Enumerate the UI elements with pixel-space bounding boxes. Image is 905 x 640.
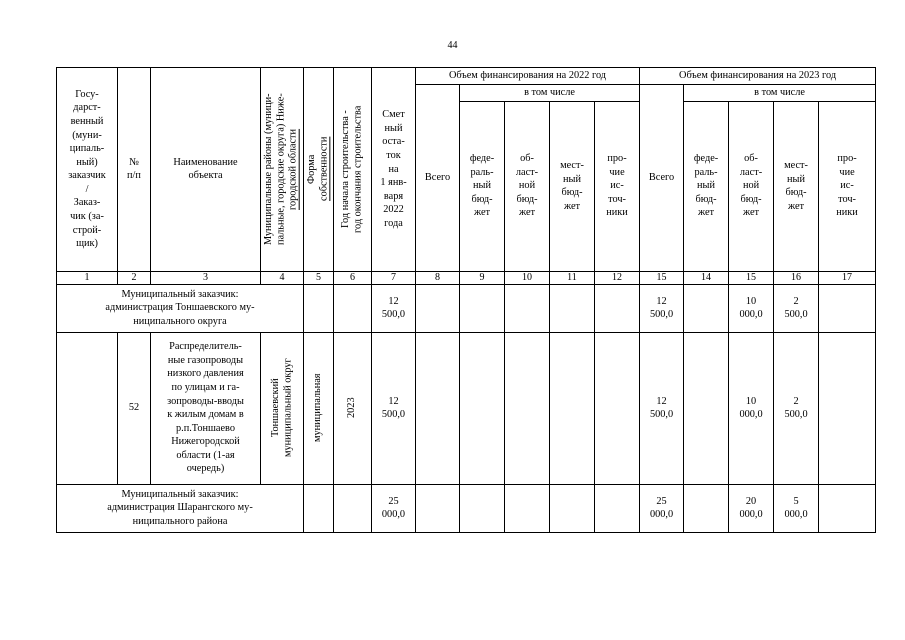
col-number: 12: [595, 271, 640, 284]
table-cell: [304, 484, 334, 532]
col-number: 1: [57, 271, 118, 284]
header-funding-2023: Объем финансирования на 2023 год: [640, 68, 876, 85]
table-cell: [819, 484, 876, 532]
table-row-group: [57, 484, 876, 532]
estimate-cell: 12 500,0: [372, 332, 416, 484]
col-number: 10: [505, 271, 550, 284]
header-ownership: Форма собственности: [304, 68, 334, 272]
col-number: 15: [729, 271, 774, 284]
table-cell: [505, 484, 550, 532]
table-cell: [505, 332, 550, 484]
header-2023-federal: феде- раль- ный бюд- жет: [684, 101, 729, 271]
table-cell: [684, 484, 729, 532]
item-number: 52: [118, 332, 151, 484]
item-object-name: Распределитель- ные газопроводы низкого давления по улицам и га- зопроводы-вводы к жилым домам в р.п.Тоншаево Нижегородской области (1-ая очередь): [151, 332, 261, 484]
table-row-group: [57, 284, 876, 332]
funding-2023-regional-cell: 20 000,0: [729, 484, 774, 532]
estimate-cell: 12 500,0: [372, 284, 416, 332]
item-district: Тоншаевский муниципальный округ: [261, 332, 304, 484]
header-2023-local: мест- ный бюд- жет: [774, 101, 819, 271]
header-2023-total: Всего: [640, 85, 684, 272]
table-cell: [595, 284, 640, 332]
table-cell: [460, 484, 505, 532]
financing-table: [56, 67, 876, 533]
header-2022-local: мест- ный бюд- жет: [550, 101, 595, 271]
col-number: 2: [118, 271, 151, 284]
table-cell: [416, 284, 460, 332]
table-cell: [819, 332, 876, 484]
col-number: 17: [819, 271, 876, 284]
table-cell: [416, 332, 460, 484]
col-number: 9: [460, 271, 505, 284]
header-2023-including: в том числе: [684, 85, 876, 102]
group-customer-label: Муниципальный заказчик: администрация Шарангского му- ниципального района: [57, 484, 304, 532]
table-cell: [334, 484, 372, 532]
table-row-item: [57, 332, 876, 484]
table-cell: [550, 284, 595, 332]
funding-2023-regional-cell: 10 000,0: [729, 284, 774, 332]
col-number: 3: [151, 271, 261, 284]
col-number: 8: [416, 271, 460, 284]
col-number: 16: [774, 271, 819, 284]
table-cell: [334, 284, 372, 332]
table-cell: [550, 332, 595, 484]
header-2022-total: Всего: [416, 85, 460, 272]
col-number: 14: [684, 271, 729, 284]
table-cell: [595, 332, 640, 484]
table-cell: [684, 284, 729, 332]
header-funding-2022: Объем финансирования на 2022 год: [416, 68, 640, 85]
group-customer-label: Муниципальный заказчик: администрация Тоншаевского му- ниципального округа: [57, 284, 304, 332]
table-cell: [57, 332, 118, 484]
header-row-1: [57, 68, 876, 85]
table-cell: [684, 332, 729, 484]
table-cell: [550, 484, 595, 532]
header-2022-regional: об- ласт- ной бюд- жет: [505, 101, 550, 271]
header-estimate: Смет ный оста- ток на 1 янв- варя 2022 года: [372, 68, 416, 272]
estimate-cell: 25 000,0: [372, 484, 416, 532]
table-cell: [304, 284, 334, 332]
header-2022-federal: феде- раль- ный бюд- жет: [460, 101, 505, 271]
header-districts: Муниципальные районы (муници- пальные, городские округа) Ниже- городской области: [261, 68, 304, 272]
header-num: № п/п: [118, 68, 151, 272]
col-number: 6: [334, 271, 372, 284]
header-years: Год начала строительства - год окончания строительства: [334, 68, 372, 272]
table-cell: [819, 284, 876, 332]
item-ownership: муниципальная: [304, 332, 334, 484]
funding-2023-total-cell: 12 500,0: [640, 332, 684, 484]
table-cell: [460, 332, 505, 484]
funding-2023-local-cell: 2 500,0: [774, 332, 819, 484]
col-number: 11: [550, 271, 595, 284]
header-2022-other: про- чие ис- точ- ники: [595, 101, 640, 271]
table-cell: [416, 484, 460, 532]
funding-2023-total-cell: 25 000,0: [640, 484, 684, 532]
header-2023-other: про- чие ис- точ- ники: [819, 101, 876, 271]
col-number: 4: [261, 271, 304, 284]
col-number: 15: [640, 271, 684, 284]
funding-2023-regional-cell: 10 000,0: [729, 332, 774, 484]
header-2022-including: в том числе: [460, 85, 640, 102]
column-number-row: [57, 271, 876, 284]
table-cell: [505, 284, 550, 332]
funding-2023-total-cell: 12 500,0: [640, 284, 684, 332]
table-cell: [460, 284, 505, 332]
col-number: 5: [304, 271, 334, 284]
header-customer: Госу- дарст- венный (муни- ципаль- ный) заказчик / Заказ- чик (за- строй- щик): [57, 68, 118, 272]
header-object-name: Наименование объекта: [151, 68, 261, 272]
funding-2023-local-cell: 2 500,0: [774, 284, 819, 332]
page-number: 44: [447, 40, 458, 51]
funding-2023-local-cell: 5 000,0: [774, 484, 819, 532]
col-number: 7: [372, 271, 416, 284]
table-cell: [595, 484, 640, 532]
header-2023-regional: об- ласт- ной бюд- жет: [729, 101, 774, 271]
item-years: 2023: [334, 332, 372, 484]
